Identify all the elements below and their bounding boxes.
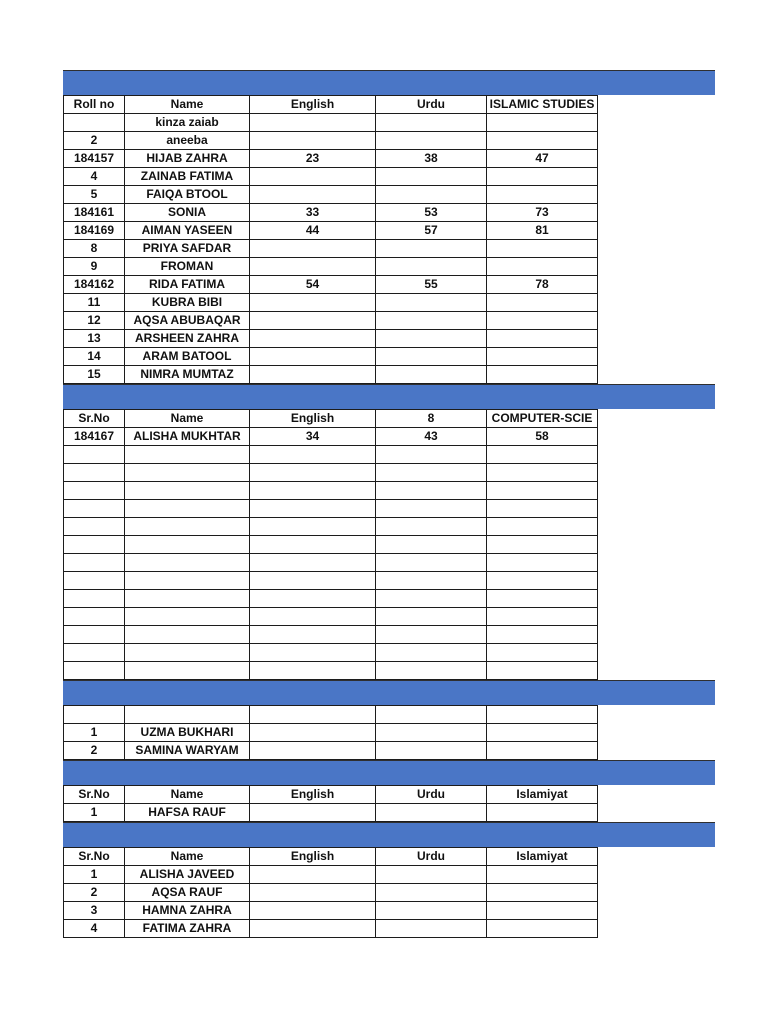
table-cell[interactable]	[376, 590, 487, 608]
section-band	[63, 384, 715, 409]
table-cell[interactable]: 3	[64, 902, 125, 920]
table-cell[interactable]	[487, 114, 598, 132]
table-cell[interactable]	[487, 608, 598, 626]
table-row	[64, 644, 598, 662]
header-cell[interactable]: Sr.No	[64, 410, 125, 428]
table-cell[interactable]	[376, 114, 487, 132]
table-cell[interactable]	[125, 644, 250, 662]
table-row	[64, 446, 598, 464]
header-cell[interactable]: English	[250, 410, 376, 428]
table-cell[interactable]	[250, 482, 376, 500]
header-row	[64, 848, 598, 866]
table-cell[interactable]	[487, 186, 598, 204]
table-cell[interactable]	[250, 312, 376, 330]
table-cell[interactable]: ARAM BATOOL	[125, 348, 250, 366]
table-cell[interactable]	[376, 724, 487, 742]
data-table	[63, 409, 598, 680]
table-cell[interactable]	[64, 554, 125, 572]
table-cell[interactable]	[487, 258, 598, 276]
table-cell[interactable]: KUBRA BIBI	[125, 294, 250, 312]
table-cell[interactable]	[376, 626, 487, 644]
table-cell[interactable]: 55	[376, 276, 487, 294]
table-cell[interactable]	[250, 366, 376, 384]
table-cell[interactable]: HIJAB ZAHRA	[125, 150, 250, 168]
header-row	[64, 96, 598, 114]
table-row	[64, 500, 598, 518]
table-cell[interactable]	[487, 330, 598, 348]
header-cell[interactable]: English	[250, 96, 376, 114]
table-cell[interactable]: 38	[376, 150, 487, 168]
table-cell[interactable]	[376, 662, 487, 680]
table-cell[interactable]: 47	[487, 150, 598, 168]
table-cell[interactable]: 54	[250, 276, 376, 294]
table-cell[interactable]	[376, 644, 487, 662]
table-cell[interactable]: 4	[64, 168, 125, 186]
table-cell[interactable]	[487, 590, 598, 608]
table-cell[interactable]	[64, 482, 125, 500]
table-cell[interactable]: 44	[250, 222, 376, 240]
table-row	[64, 294, 598, 312]
header-cell[interactable]: Islamiyat	[487, 786, 598, 804]
table-cell[interactable]	[487, 482, 598, 500]
table-cell[interactable]: 73	[487, 204, 598, 222]
table-cell[interactable]	[487, 644, 598, 662]
table-cell[interactable]: SAMINA WARYAM	[125, 742, 250, 760]
table-row	[64, 572, 598, 590]
table-cell[interactable]: 53	[376, 204, 487, 222]
table-cell[interactable]	[487, 500, 598, 518]
table-cell[interactable]: ALISHA MUKHTAR	[125, 428, 250, 446]
table-cell[interactable]	[487, 554, 598, 572]
table-row	[64, 330, 598, 348]
table-row	[64, 482, 598, 500]
table-cell[interactable]: 1	[64, 804, 125, 822]
table-cell[interactable]	[487, 902, 598, 920]
table-cell[interactable]	[250, 240, 376, 258]
table-cell[interactable]	[376, 186, 487, 204]
table-cell[interactable]	[487, 536, 598, 554]
table-cell[interactable]: aneeba	[125, 132, 250, 150]
table-cell[interactable]	[250, 608, 376, 626]
table-cell[interactable]	[125, 464, 250, 482]
table-row	[64, 150, 598, 168]
table-cell[interactable]	[250, 536, 376, 554]
table-cell[interactable]: UZMA BUKHARI	[125, 724, 250, 742]
header-cell[interactable]: 8	[376, 410, 487, 428]
table-cell[interactable]	[376, 312, 487, 330]
table-cell[interactable]	[487, 240, 598, 258]
table-cell[interactable]: 184167	[64, 428, 125, 446]
table-cell[interactable]: ARSHEEN ZAHRA	[125, 330, 250, 348]
table-cell[interactable]	[125, 500, 250, 518]
table-cell[interactable]	[487, 446, 598, 464]
table-cell[interactable]: 2	[64, 742, 125, 760]
table-row	[64, 222, 598, 240]
table-cell[interactable]	[487, 804, 598, 822]
table-cell[interactable]	[64, 608, 125, 626]
table-cell[interactable]	[250, 662, 376, 680]
table-cell[interactable]	[376, 482, 487, 500]
header-cell[interactable]: Urdu	[376, 786, 487, 804]
table-cell[interactable]: 184162	[64, 276, 125, 294]
table-cell[interactable]	[376, 536, 487, 554]
header-cell[interactable]	[125, 706, 250, 724]
table-row	[64, 742, 598, 760]
table-cell[interactable]	[125, 518, 250, 536]
table-cell[interactable]	[376, 366, 487, 384]
table-row	[64, 626, 598, 644]
table-cell[interactable]: HAFSA RAUF	[125, 804, 250, 822]
header-cell[interactable]: English	[250, 786, 376, 804]
table-cell[interactable]	[125, 572, 250, 590]
table-cell[interactable]	[376, 920, 487, 938]
table-cell[interactable]: 58	[487, 428, 598, 446]
table-cell[interactable]	[250, 884, 376, 902]
table-cell[interactable]: 1	[64, 724, 125, 742]
table-cell[interactable]: FATIMA ZAHRA	[125, 920, 250, 938]
table-cell[interactable]: FAIQA BTOOL	[125, 186, 250, 204]
table-cell[interactable]: 23	[250, 150, 376, 168]
table-cell[interactable]: 184169	[64, 222, 125, 240]
header-cell[interactable]: Name	[125, 786, 250, 804]
table-cell[interactable]	[487, 518, 598, 536]
table-cell[interactable]	[376, 446, 487, 464]
header-cell[interactable]	[250, 706, 376, 724]
table-cell[interactable]: HAMNA ZAHRA	[125, 902, 250, 920]
table-cell[interactable]	[487, 662, 598, 680]
table-cell[interactable]	[64, 572, 125, 590]
table-cell[interactable]: 184161	[64, 204, 125, 222]
table-cell[interactable]	[376, 240, 487, 258]
table-row	[64, 276, 598, 294]
table-cell[interactable]	[376, 168, 487, 186]
table-cell[interactable]	[250, 902, 376, 920]
table-cell[interactable]: 11	[64, 294, 125, 312]
table-cell[interactable]: 2	[64, 884, 125, 902]
table-cell[interactable]: 78	[487, 276, 598, 294]
table-cell[interactable]	[125, 482, 250, 500]
table-cell[interactable]	[376, 866, 487, 884]
table-cell[interactable]	[250, 644, 376, 662]
table-cell[interactable]	[487, 884, 598, 902]
table-cell[interactable]	[64, 626, 125, 644]
table-row	[64, 884, 598, 902]
table-cell[interactable]	[64, 644, 125, 662]
table-row	[64, 168, 598, 186]
table-cell[interactable]: FROMAN	[125, 258, 250, 276]
table-cell[interactable]	[250, 724, 376, 742]
table-cell[interactable]	[250, 348, 376, 366]
table-cell[interactable]	[250, 258, 376, 276]
table-cell[interactable]	[376, 902, 487, 920]
table-cell[interactable]	[376, 554, 487, 572]
table-cell[interactable]	[250, 168, 376, 186]
table-cell[interactable]	[376, 132, 487, 150]
table-cell[interactable]	[487, 132, 598, 150]
table-cell[interactable]	[250, 804, 376, 822]
section-band	[63, 680, 715, 705]
table-row	[64, 240, 598, 258]
table-cell[interactable]	[64, 536, 125, 554]
table-cell[interactable]	[487, 312, 598, 330]
table-cell[interactable]: 34	[250, 428, 376, 446]
table-row	[64, 662, 598, 680]
table-cell[interactable]	[250, 626, 376, 644]
table-cell[interactable]	[125, 590, 250, 608]
header-cell[interactable]	[376, 706, 487, 724]
table-row	[64, 724, 598, 742]
header-cell[interactable]: Islamiyat	[487, 848, 598, 866]
table-cell[interactable]: AIMAN YASEEN	[125, 222, 250, 240]
table-cell[interactable]: 8	[64, 240, 125, 258]
table-cell[interactable]: 2	[64, 132, 125, 150]
table-row	[64, 866, 598, 884]
table-cell[interactable]	[376, 330, 487, 348]
table-row	[64, 204, 598, 222]
table-cell[interactable]: 9	[64, 258, 125, 276]
table-cell[interactable]	[64, 446, 125, 464]
header-cell[interactable]: ISLAMIC STUDIES	[487, 96, 598, 114]
table-cell[interactable]: 12	[64, 312, 125, 330]
table-row	[64, 536, 598, 554]
table-cell[interactable]: 57	[376, 222, 487, 240]
table-cell[interactable]	[64, 662, 125, 680]
table-cell[interactable]	[250, 920, 376, 938]
table-row	[64, 608, 598, 626]
data-table	[63, 847, 598, 938]
table-row	[64, 464, 598, 482]
table-cell[interactable]	[125, 536, 250, 554]
table-cell[interactable]	[487, 294, 598, 312]
table-cell[interactable]: AQSA ABUBAQAR	[125, 312, 250, 330]
table-cell[interactable]: ALISHA JAVEED	[125, 866, 250, 884]
section-band	[63, 760, 715, 785]
table-cell[interactable]: 81	[487, 222, 598, 240]
table-cell[interactable]: NIMRA MUMTAZ	[125, 366, 250, 384]
header-row	[64, 410, 598, 428]
table-cell[interactable]	[250, 132, 376, 150]
table-row	[64, 186, 598, 204]
table-cell[interactable]	[487, 572, 598, 590]
header-cell[interactable]: Sr.No	[64, 786, 125, 804]
table-row	[64, 518, 598, 536]
data-table	[63, 705, 598, 760]
table-cell[interactable]: 13	[64, 330, 125, 348]
table-cell[interactable]: 14	[64, 348, 125, 366]
table-cell[interactable]	[487, 366, 598, 384]
table-cell[interactable]	[250, 866, 376, 884]
table-row	[64, 312, 598, 330]
table-cell[interactable]	[376, 258, 487, 276]
table-row	[64, 804, 598, 822]
table-cell[interactable]: RIDA FATIMA	[125, 276, 250, 294]
table-cell[interactable]	[64, 114, 125, 132]
table-cell[interactable]	[250, 114, 376, 132]
table-cell[interactable]	[487, 168, 598, 186]
header-cell[interactable]	[487, 706, 598, 724]
table-row	[64, 920, 598, 938]
table-cell[interactable]	[250, 294, 376, 312]
section-band	[63, 70, 715, 95]
table-cell[interactable]	[250, 186, 376, 204]
section-band	[63, 822, 715, 847]
header-cell[interactable]: Urdu	[376, 96, 487, 114]
table-cell[interactable]	[64, 500, 125, 518]
table-row	[64, 590, 598, 608]
header-cell[interactable]: Name	[125, 848, 250, 866]
table-cell[interactable]: kinza zaiab	[125, 114, 250, 132]
table-cell[interactable]	[376, 518, 487, 536]
table-row	[64, 348, 598, 366]
table-cell[interactable]: 184157	[64, 150, 125, 168]
table-cell[interactable]	[487, 724, 598, 742]
data-table	[63, 785, 598, 822]
header-cell[interactable]: Name	[125, 410, 250, 428]
table-cell[interactable]	[125, 626, 250, 644]
table-cell[interactable]: ZAINAB FATIMA	[125, 168, 250, 186]
table-cell[interactable]	[125, 662, 250, 680]
table-cell[interactable]	[64, 590, 125, 608]
table-row	[64, 428, 598, 446]
table-cell[interactable]	[250, 330, 376, 348]
header-cell[interactable]: COMPUTER-SCIE	[487, 410, 598, 428]
table-cell[interactable]	[376, 884, 487, 902]
table-cell[interactable]	[487, 626, 598, 644]
table-cell[interactable]	[376, 294, 487, 312]
table-cell[interactable]: 43	[376, 428, 487, 446]
header-cell[interactable]	[64, 706, 125, 724]
table-row	[64, 554, 598, 572]
header-row	[64, 706, 598, 724]
table-cell[interactable]: PRIYA SAFDAR	[125, 240, 250, 258]
table-cell[interactable]	[250, 500, 376, 518]
table-cell[interactable]	[250, 554, 376, 572]
header-cell[interactable]: Roll no	[64, 96, 125, 114]
table-cell[interactable]: 1	[64, 866, 125, 884]
table-cell[interactable]	[125, 554, 250, 572]
table-cell[interactable]	[250, 446, 376, 464]
header-cell[interactable]: Sr.No	[64, 848, 125, 866]
table-cell[interactable]	[376, 742, 487, 760]
table-row	[64, 132, 598, 150]
table-cell[interactable]	[125, 446, 250, 464]
data-table	[63, 95, 598, 384]
table-cell[interactable]	[250, 572, 376, 590]
table-cell[interactable]	[487, 464, 598, 482]
table-cell[interactable]	[376, 572, 487, 590]
table-cell[interactable]	[376, 608, 487, 626]
table-cell[interactable]	[487, 866, 598, 884]
table-cell[interactable]: 33	[250, 204, 376, 222]
table-cell[interactable]: AQSA RAUF	[125, 884, 250, 902]
table-cell[interactable]	[376, 804, 487, 822]
table-row	[64, 114, 598, 132]
table-cell[interactable]	[125, 608, 250, 626]
table-cell[interactable]	[250, 590, 376, 608]
table-cell[interactable]: 5	[64, 186, 125, 204]
table-cell[interactable]: 15	[64, 366, 125, 384]
table-cell[interactable]	[376, 348, 487, 366]
table-cell[interactable]: SONIA	[125, 204, 250, 222]
table-cell[interactable]	[64, 464, 125, 482]
header-cell[interactable]: Urdu	[376, 848, 487, 866]
table-row	[64, 258, 598, 276]
table-cell[interactable]	[376, 500, 487, 518]
header-cell[interactable]: Name	[125, 96, 250, 114]
table-cell[interactable]	[376, 464, 487, 482]
table-cell[interactable]	[487, 348, 598, 366]
table-cell[interactable]	[250, 742, 376, 760]
header-row	[64, 786, 598, 804]
header-cell[interactable]: English	[250, 848, 376, 866]
table-cell[interactable]	[64, 518, 125, 536]
table-cell[interactable]	[487, 742, 598, 760]
spreadsheet	[63, 70, 768, 938]
table-cell[interactable]	[250, 464, 376, 482]
table-cell[interactable]	[250, 518, 376, 536]
table-cell[interactable]	[487, 920, 598, 938]
table-row	[64, 902, 598, 920]
table-row	[64, 366, 598, 384]
table-cell[interactable]: 4	[64, 920, 125, 938]
